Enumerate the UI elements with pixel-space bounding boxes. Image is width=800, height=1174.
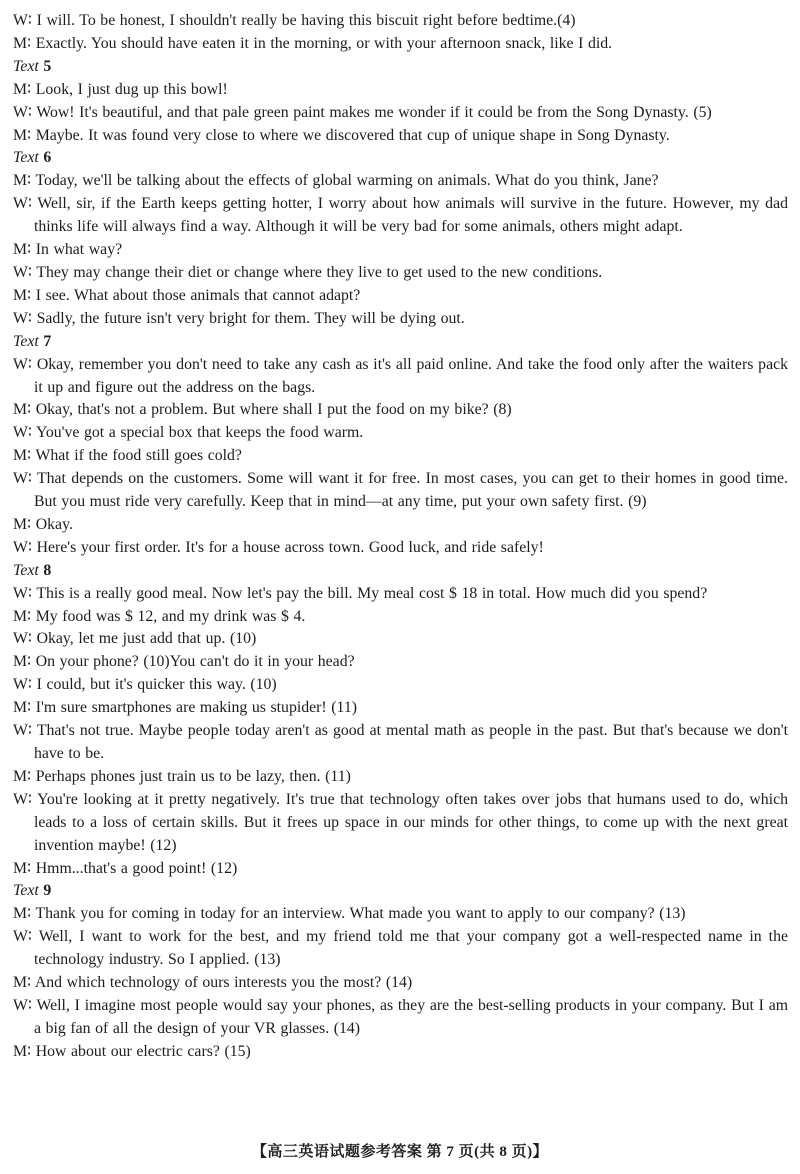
dialogue-line [13,354,788,400]
speaker-label: M∶ [13,699,36,717]
dialogue-line [13,422,788,445]
speaker-label: M∶ [13,515,36,533]
dialogue-text: Sadly, the future isn't very bright for them. They will be dying out. [36,309,465,327]
dialogue-text: My food was $ 12, and my drink was $ 4. [35,607,306,625]
speaker-label: M∶ [13,286,36,304]
dialogue-text: Well, I want to work for the best, and my friend told me that your company got a well-respected name in the technology industry. So I applied. (13) [34,928,788,969]
dialogue-line [13,79,788,102]
dialogue-line [13,674,788,697]
dialogue-line [13,789,788,858]
dialogue-line [13,399,788,422]
heading-label: Text [13,561,39,579]
dialogue-line [13,102,788,125]
speaker-label: W∶ [13,309,37,327]
dialogue-line [13,445,788,468]
speaker-label: W∶ [13,195,38,213]
speaker-label: W∶ [13,470,37,488]
dialogue-text: Thank you for coming in today for an interview. What made you want to apply to our company? (13) [35,905,686,923]
heading-label: Text [13,332,39,350]
speaker-label: W∶ [13,722,37,740]
speaker-label: W∶ [13,12,37,29]
speaker-label: M∶ [13,34,36,52]
dialogue-line [13,858,788,881]
speaker-label: M∶ [13,401,36,419]
dialogue-line [13,10,788,33]
heading-number: 6 [43,149,52,167]
dialogue-text: They may change their diet or change where they live to get used to the new conditions. [36,263,603,281]
dialogue-line [13,972,788,995]
heading-label: Text [13,57,39,75]
dialogue-text: Perhaps phones just train us to be lazy, then. (11) [35,767,351,785]
dialogue-text: That's not true. Maybe people today aren't as good at mental math as people in the past. But that's because we don't have to be. [34,722,788,762]
speaker-label: W∶ [13,996,37,1014]
speaker-label: W∶ [13,676,37,694]
dialogue-line [13,766,788,789]
dialogue-text: This is a really good meal. Now let's pay the bill. My meal cost $ 18 in total. How much did you spend? [36,584,708,602]
dialogue-text: In what way? [35,241,123,259]
dialogue-text: I will. To be honest, I shouldn't really be having this biscuit right before bedtime.(4) [36,12,576,29]
dialogue-text: Hmm...that's a good point! (12) [35,859,238,877]
speaker-label: M∶ [13,241,36,259]
dialogue-line [13,697,788,720]
dialogue-line [13,262,788,285]
speaker-label: M∶ [13,653,36,671]
dialogue-line [13,33,788,56]
dialogue-text: Look, I just dug up this bowl! [35,80,228,98]
speaker-label: M∶ [13,905,36,923]
speaker-label: W∶ [13,103,37,121]
dialogue-text: Wow! It's beautiful, and that pale green paint makes me wonder if it could be from the Song Dynasty. (5) [36,103,712,121]
dialogue-line [13,720,788,766]
dialogue-line [13,651,788,674]
dialogue-line [13,628,788,651]
speaker-label: W∶ [13,928,39,946]
dialogue-line [13,170,788,193]
text-section-heading [13,331,788,354]
dialogue-line [13,903,788,926]
dialogue-text: Okay. [35,515,73,533]
transcript [13,10,788,1064]
text-section-heading [13,56,788,79]
dialogue-text: Okay, remember you don't need to take any cash as it's all paid online. And take the food only after the waiters pack it up and figure out the address on the bags. [34,355,788,396]
text-section-heading [13,147,788,170]
speaker-label: M∶ [13,1042,36,1060]
dialogue-text: I could, but it's quicker this way. (10) [36,676,277,694]
speaker-label: M∶ [13,607,36,625]
page-footer: 【高三英语试题参考答案 第 7 页(共 8 页)】 [251,1144,549,1161]
speaker-label: W∶ [13,790,38,808]
dialogue-line [13,1041,788,1064]
dialogue-text: You've got a special box that keeps the food warm. [36,424,364,442]
dialogue-line [13,193,788,239]
dialogue-text: I'm sure smartphones are making us stupider! (11) [35,699,357,717]
dialogue-text: That depends on the customers. Some will want it for free. In most cases, you can get to their homes in good time. But you must ride very carefully. Keep that in mind—at any time, put your own safety first. (9) [34,470,788,511]
dialogue-text: Well, I imagine most people would say your phones, as they are the best-selling products in your company. But I am a big fan of all the design of your VR glasses. (14) [34,996,789,1037]
dialogue-line [13,239,788,262]
heading-label: Text [13,149,39,167]
dialogue-text: I see. What about those animals that cannot adapt? [35,286,361,304]
dialogue-text: What if the food still goes cold? [35,447,242,465]
speaker-label: M∶ [13,767,36,785]
speaker-label: W∶ [13,538,37,556]
speaker-label: W∶ [13,263,37,281]
dialogue-line [13,514,788,537]
dialogue-text: Today, we'll be talking about the effects of global warming on animals. What do you think, Jane? [35,172,659,190]
speaker-label: M∶ [13,859,36,877]
speaker-label: M∶ [13,447,36,465]
dialogue-text: And which technology of ours interests you the most? (14) [34,974,413,992]
dialogue-text: Okay, that's not a problem. But where shall I put the food on my bike? (8) [35,401,512,419]
text-section-heading [13,880,788,903]
heading-number: 9 [43,882,52,900]
dialogue-text: Well, sir, if the Earth keeps getting hotter, I worry about how animals will survive in the future. However, my dad thinks life will always find a way. Although it will be very bad for some animals, others might adapt. [34,195,788,236]
speaker-label: W∶ [13,355,37,373]
heading-number: 7 [43,332,52,350]
speaker-label: W∶ [13,424,37,442]
dialogue-line [13,606,788,629]
dialogue-text: How about our electric cars? (15) [35,1042,251,1060]
text-section-heading [13,560,788,583]
dialogue-line [13,926,788,972]
speaker-label: M∶ [13,172,36,190]
dialogue-line [13,537,788,560]
heading-number: 5 [43,57,52,75]
speaker-label: M∶ [13,974,35,992]
dialogue-text: Exactly. You should have eaten it in the morning, or with your afternoon snack, like I did. [35,34,613,52]
dialogue-line [13,468,788,514]
dialogue-text: You're looking at it pretty negatively. It's true that technology often takes over jobs that humans used to do, which leads to a loss of certain skills. But it frees up space in our minds for other things, to come up with the next great invention maybe! (12) [34,790,788,854]
speaker-label: M∶ [13,126,36,144]
dialogue-line [13,995,788,1041]
speaker-label: W∶ [13,584,37,602]
speaker-label: W∶ [13,630,37,648]
speaker-label: M∶ [13,80,36,98]
heading-label: Text [13,882,39,900]
dialogue-text: On your phone? (10)You can't do it in your head? [35,653,355,671]
heading-number: 8 [43,561,52,579]
dialogue-line [13,583,788,606]
dialogue-line [13,125,788,148]
dialogue-line [13,308,788,331]
dialogue-text: Maybe. It was found very close to where we discovered that cup of unique shape in Song Dynasty. [35,126,670,144]
dialogue-text: Here's your first order. It's for a house across town. Good luck, and ride safely! [36,538,544,556]
dialogue-line [13,285,788,308]
dialogue-text: Okay, let me just add that up. (10) [36,630,257,648]
